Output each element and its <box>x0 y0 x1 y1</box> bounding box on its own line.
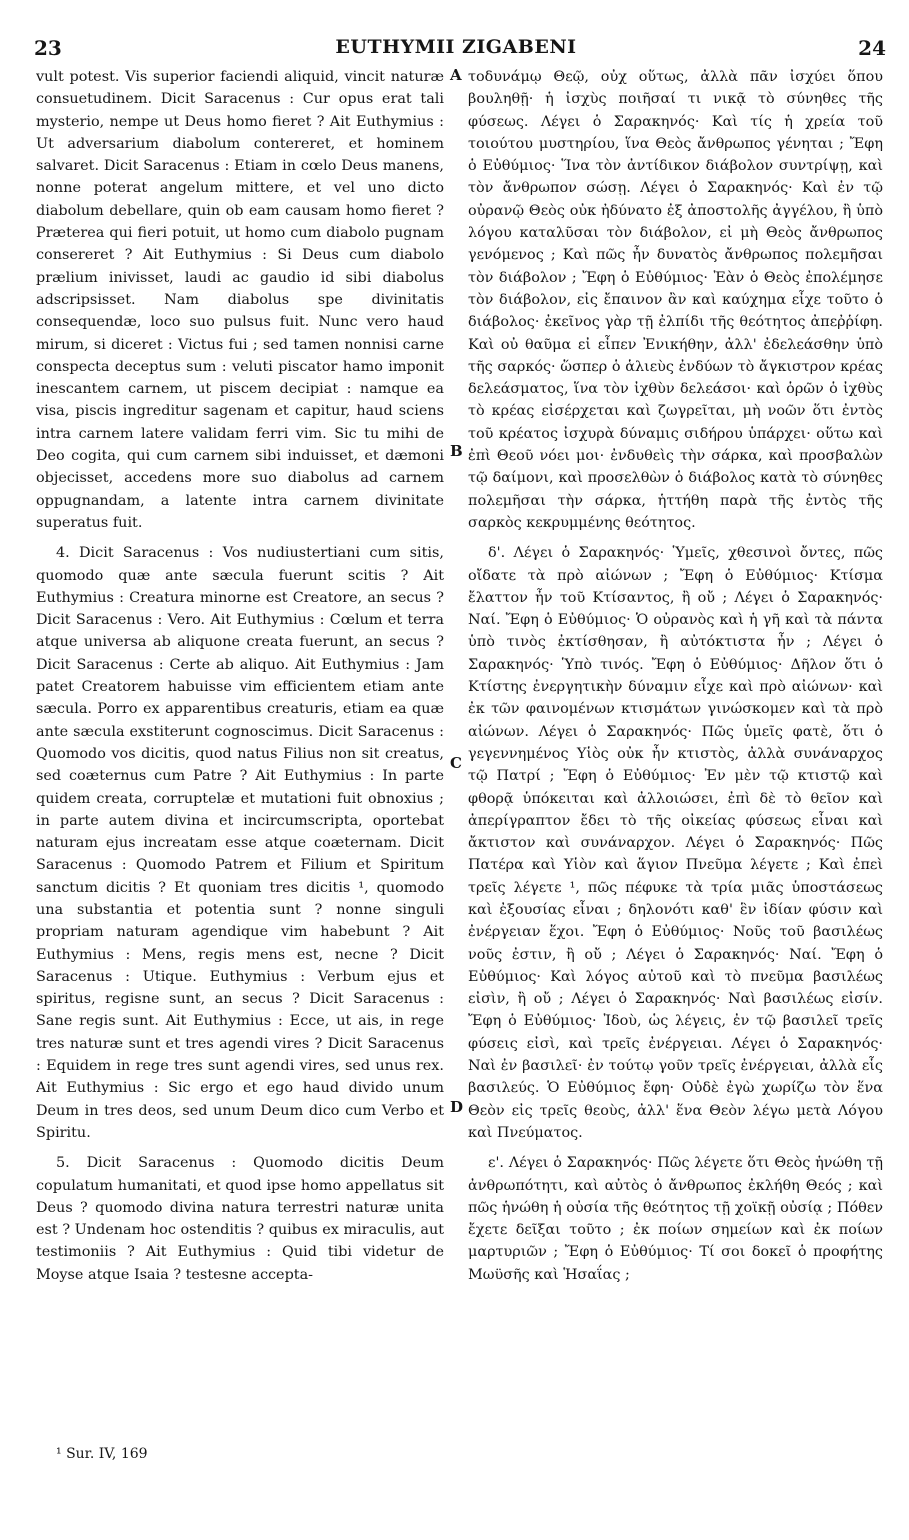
page-number-right: 24 <box>858 36 886 60</box>
latin-paragraph: 5. Dicit Saracenus : Quomodo dicitis Deum copulatum humanitati, et quod ipse homo appellatus sit Deus ? quomodo divina natura terrestri naturæ unita est ? Undenam hoc ostenditis ? quibus ex miraculis, aut testimoniis ? Ait Euthymius : Quid tibi videtur de Moyse atque Isaia ? testesne accepta- <box>36 1155 444 1283</box>
running-header <box>26 36 886 66</box>
greek-paragraph: τοδυνάμῳ Θεῷ, οὐχ οὕτως, ἀλλὰ πᾶν ἰσχύει ὅπου βουληθῇ· ἡ ἰσχὺς ποιῆσαί τι νικᾷ τὸ σύνηθες τῆς φύσεως. Λέγει ὁ Σαρακηνός· Καὶ τίς ἡ χρεία τοῦ τοιούτου μυστηρίου, ἵνα Θεὸς ἄνθρωπος γένηται ; Ἔφη ὁ Εὐθύμιος· Ἵνα τὸν ἀντίδικον διάβολον συντρίψῃ, καὶ τὸν ἄνθρωπον σώσῃ. Λέγει ὁ Σαρακηνός· Καὶ ἐν τῷ οὐρανῷ Θεὸς οὐκ ἠδύνατο ἐξ ἀποστολῆς ἀγγέλου, ἢ ὑπὸ λόγου καταλῦσαι τὸν διάβολον, εἰ μὴ Θεὸς ἄνθρωπος γενόμενος ; Καὶ πῶς ἦν δυνατὸς ἄνθρωπος πολεμῆσαι τὸν διάβολον ; Ἔφη ὁ Εὐθύμιος· Ἐὰν ὁ Θεὸς ἐπολέμησε τὸν διάβολον, εἰς ἔπαινον ἂν καὶ καύχημα εἶχε τοῦτο ὁ διάβολος· ἐκεῖνος γὰρ τῇ ἐλπίδι τῆς θεότητος ἀπεῤῥίφη. Καὶ οὐ θαῦμα εἰ εἶπεν Ἐνικήθην, ἀλλ' ἐδελεάσθην ὑπὸ τῆς σαρκός· ὥσπερ ὁ ἁλιεὺς ἐνδύων τὸ ἄγκιστρον κρέας δελεάσματος, ἵνα τὸν ἰχθὺν δελεάσοι· καὶ ὁρῶν ὁ ἰχθὺς τὸ κρέας εἰσέρχεται καὶ ζωγρεῖται, μὴ νοῶν ὅτι ἐντὸς τοῦ κρέατος ἰσχυρὰ δύναμις σιδήρου ὑπάρχει· οὕτω καὶ ἐπὶ Θεοῦ νόει μοι· ἐνδυθεὶς τὴν σάρκα, καὶ προσβαλὼν τῷ δαίμονι, καὶ προσελθὼν ὁ διάβολος κατὰ τὸ σύνηθες πολεμῆσαι τὴν σάρκα, ἡττήθη παρὰ τῆς ἐντὸς τῆς σαρκὸς κεκρυμμένης θεότητος. <box>468 69 883 531</box>
running-title: EUTHYMII ZIGABENI <box>335 36 577 58</box>
page-number-left: 23 <box>34 36 62 60</box>
latin-paragraph: 4. Dicit Saracenus : Vos nudiustertiani cum sitis, quomodo quæ ante sæcula fuerunt scitis ? Ait Euthymius : Creatura minorne est Creatore, an secus ? Dicit Saracenus : Vero. Ait Euthymius : Cœlum et terra atque universa ab aliquone creata fuerunt, an secus ? Dicit Saracenus : Certe ab aliquo. Ait Euthymius : Jam patet Creatorem habuisse vim efficientem etiam ante sæcula. Porro ex apparentibus creaturis, etiam ea quæ ante sæcula exstiterunt cognoscimus. Dicit Saracenus : Quomodo vos dicitis, quod natus Filius non sit creatus, sed coæternus cum Patre ? Ait Euthymius : In parte quidem creata, corruptelæ et mutationi fuit obnoxius ; in parte autem divina et incircumscripta, oportebat naturam ejus increatam esse atque coæternam. Dicit Saracenus : Quomodo Patrem et Filium et Spiritum sanctum dicitis ? Et quoniam tres dicitis ¹, quomodo una substantia et potentia sunt ? nonne singuli propriam naturam agendique vim habebunt ? Ait Euthymius : Mens, regis mens est, necne ? Dicit Saracenus : Utique. Euthymius : Verbum ejus et spiritus, regisne sunt, an secus ? Dicit Saracenus : Sane regis sunt. Ait Euthymius : Ecce, ut ais, in rege tres naturæ sunt et tres agendi vires ? Dicit Saracenus : Equidem in rege tres sunt agendi vires, sed unus rex. Ait Euthymius : Sic ergo et ego haud divido unum Deum in tres deos, sed unum Deum dico cum Verbo et Spiritu. <box>36 545 444 1141</box>
greek-paragraph: ε'. Λέγει ὁ Σαρακηνός· Πῶς λέγετε ὅτι Θεὸς ἡνώθη τῇ ἀνθρωπότητι, καὶ αὐτὸς ὁ ἄνθρωπος ἐκλήθη Θεός ; καὶ πῶς ἡνώθη ἡ οὐσία τῆς θεότητος τῇ χοϊκῇ οὐσίᾳ ; Πόθεν ἔχετε δεῖξαι τοῦτο ; ἐκ ποίων σημείων καὶ ἐκ ποίων μαρτυριῶν ; Ἔφη ὁ Εὐθύμιος· Τί σοι δοκεῖ ὁ προφήτης Μωϋσῆς καὶ Ἡσαΐας ; <box>468 1155 883 1283</box>
section-marker: C <box>450 754 462 772</box>
latin-column <box>36 66 444 1441</box>
greek-column <box>468 66 883 1411</box>
section-marker: D <box>450 1098 464 1116</box>
footnote: ¹ Sur. IV, 169 <box>56 1446 148 1462</box>
section-marker: A <box>450 66 462 84</box>
greek-paragraph: δ'. Λέγει ὁ Σαρακηνός· Ὑμεῖς, χθεσινοὶ ὄντες, πῶς οἴδατε τὰ πρὸ αἰώνων ; Ἔφη ὁ Εὐθύμιος· Κτίσμα ἔλαττον ἦν τοῦ Κτίσαντος, ἢ οὔ ; Λέγει ὁ Σαρακηνός· Ναί. Ἔφη ὁ Εὐθύμιος· Ὁ οὐρανὸς καὶ ἡ γῆ καὶ τὰ πάντα ὑπὸ τινὸς ἐκτίσθησαν, ἢ αὐτόκτιστα ἦν ; Λέγει ὁ Σαρακηνός· Ὑπὸ τινός. Ἔφη ὁ Εὐθύμιος· Δῆλον ὅτι ὁ Κτίστης ἐνεργητικὴν δύναμιν εἶχε καὶ πρὸ αἰώνων· καὶ ἐκ τῶν φαινομένων κτισμάτων γινώσκομεν καὶ τὰ πρὸ αἰώνων. Λέγει ὁ Σαρακηνός· Πῶς ὑμεῖς φατὲ, ὅτι ὁ γεγεννημένος Υἱὸς οὐκ ἦν κτιστὸς, ἀλλὰ συνάναρχος τῷ Πατρί ; Ἔφη ὁ Εὐθύμιος· Ἐν μὲν τῷ κτιστῷ καὶ φθορᾷ ὑπόκειται καὶ ἀλλοιώσει, ἐπὶ δὲ τὸ θεῖον καὶ ἀπερίγραπτον ἔδει τὸ τῆς οἰκείας φύσεως εἶναι καὶ ἄκτιστον καὶ συνάναρχον. Λέγει ὁ Σαρακηνός· Πῶς Πατέρα καὶ Υἱὸν καὶ ἅγιον Πνεῦμα λέγετε ; Καὶ ἐπεὶ τρεῖς λέγετε ¹, πῶς πέφυκε τὰ τρία μιᾶς ὑποστάσεως καὶ ἐξουσίας εἶναι ; δηλονότι καθ' ἓν ἰδίαν φύσιν καὶ ἐνέργειαν ἕχοι. Ἔφη ὁ Εὐθύμιος· Νοῦς τοῦ βασιλέως νοῦς ἐστιν, ἢ οὔ ; Λέγει ὁ Σαρακηνός· Ναί. Ἔφη ὁ Εὐθύμιος· Καὶ λόγος αὐτοῦ καὶ τὸ πνεῦμα βασιλέως εἰσὶν, ἢ οὔ ; Λέγει ὁ Σαρακηνός· Ναὶ βασιλέως εἰσίν. Ἔφη ὁ Εὐθύμιος· Ἰδοὺ, ὡς λέγεις, ἐν τῷ βασιλεῖ τρεῖς φύσεις εἰσὶ, καὶ τρεῖς ἐνέργειαι. Λέγει ὁ Σαρακηνός· Ναὶ ἐν βασιλεῖ· ἐν τούτῳ γοῦν τρεῖς ἐνέργειαι, ἀλλὰ εἷς βασιλεύς. Ὁ Εὐθύμιος ἔφη· Οὐδὲ ἐγὼ χωρίζω τὸν ἕνα Θεὸν εἰς τρεῖς θεοὺς, ἀλλ' ἕνα Θεὸν λέγω μετὰ Λόγου καὶ Πνεύματος. <box>468 545 883 1141</box>
latin-paragraph: vult potest. Vis superior faciendi aliquid, vincit naturæ consuetudinem. Dicit Saracenus : Cur opus erat tali mysterio, nempe ut Deus homo fieret ? Ait Euthymius : Ut adversarium diabolum contereret, et hominem salvaret. Dicit Saracenus : Etiam in cœlo Deus manens, nonne poterat angelum mittere, et vel uno dicto diabolum debellare, quin ob eam causam homo fieret ? Præterea qui fieri potuit, ut homo cum diabolo pugnam consereret ? Ait Euthymius : Si Deus cum diabolo prælium inivisset, laudi ac gaudio id sibi diabolus adscripsisset. Nam diabolus spe divinitatis consequendæ, loco suo pulsus fuit. Nunc vero haud mirum, si diceret : Victus fui ; sed tamen nonnisi carne conspecta deceptus sum : veluti piscator hamo imponit inescantem carnem, ut piscem decipiat : namque ea visa, piscis ingreditur sagenam et capitur, haud sciens intra carnem latere validam ferri vim. Sic tu mihi de Deo cogita, qui cum carnem sibi induisset, et dæmoni objecisset, accedens more suo diabolus ad carnem oppugnandam, a latente intra carnem divinitate superatus fuit. <box>36 69 444 531</box>
section-marker: B <box>450 442 463 460</box>
